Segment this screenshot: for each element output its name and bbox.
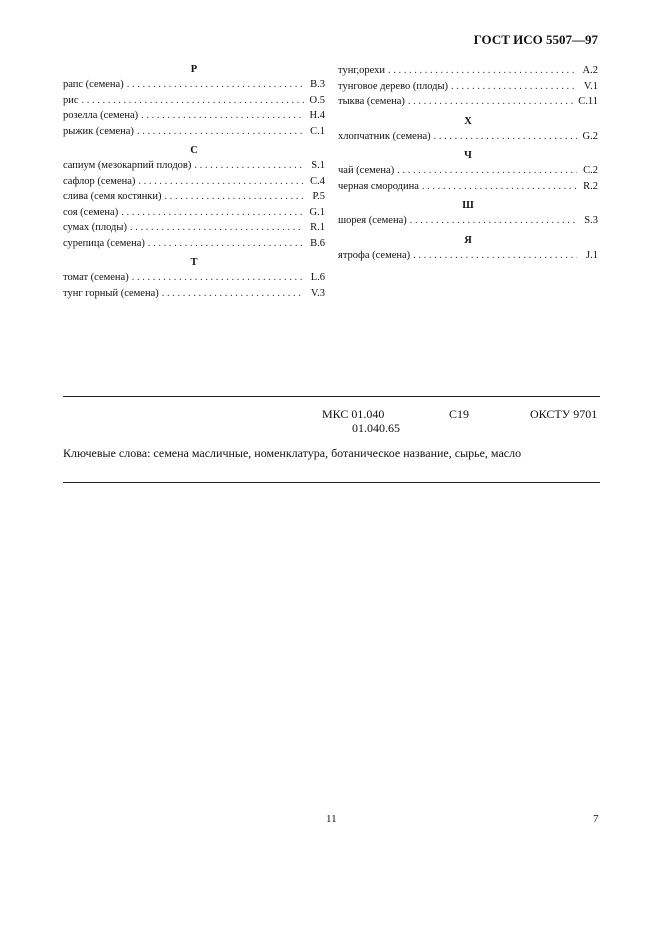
dot-leader	[130, 220, 304, 236]
dot-leader	[162, 286, 304, 302]
entry-code: S.3	[584, 215, 598, 226]
entry-term: рапс (семена)	[63, 79, 124, 90]
section-letter: Ч	[464, 150, 472, 161]
entry-code: V.1	[583, 80, 598, 92]
index-entry	[63, 286, 325, 302]
index-entry	[63, 174, 325, 190]
dot-leader	[422, 179, 577, 195]
index-entry	[63, 77, 325, 93]
entry-term: сумах (плоды)	[63, 222, 127, 233]
index-entry	[338, 79, 598, 95]
entry-term: розелла (семена)	[63, 110, 139, 121]
entry-code: J.1	[586, 249, 598, 261]
entry-term: сафлор (семена)	[63, 175, 136, 187]
index-entry	[338, 248, 598, 264]
entry-term: чай (семена)	[338, 165, 395, 176]
entry-term: тунг горный (семена)	[63, 287, 159, 299]
index-entry	[63, 189, 325, 205]
entry-code: L.6	[310, 272, 325, 283]
entry-code: H.4	[309, 110, 325, 121]
entry-term: рыжик (семена)	[63, 125, 134, 137]
keywords-line: Ключевые слова: семена масличные, номенклатура, ботаническое название, сырье, масло	[63, 446, 522, 460]
dot-leader	[148, 236, 304, 252]
entry-code: G.1	[309, 206, 325, 218]
entry-term: хлопчатник (семена)	[338, 130, 431, 142]
entry-term: тунг,орехи	[338, 65, 385, 76]
index-entry	[338, 129, 598, 145]
okstu-code: ОКСТУ 9701	[530, 407, 598, 421]
dot-leader	[388, 63, 577, 79]
entry-code: B.6	[310, 237, 325, 249]
index-entry	[338, 63, 598, 79]
dot-leader	[138, 174, 304, 190]
dot-leader	[121, 205, 304, 221]
section-letter: Т	[190, 257, 198, 268]
entry-term: черная смородина	[338, 180, 419, 192]
entry-term: рис	[63, 94, 79, 106]
entry-code: C.1	[310, 125, 325, 137]
index-right-column	[338, 63, 598, 263]
entry-term: тыква (семена)	[338, 96, 405, 107]
entry-code: S.1	[311, 160, 325, 171]
mks-code-secondary: 01.040.65	[352, 421, 400, 435]
dot-leader	[127, 77, 304, 93]
dot-leader	[165, 189, 304, 205]
entry-term: шорея (семена)	[338, 215, 407, 226]
dot-leader	[137, 124, 304, 140]
entry-code: O.5	[309, 94, 325, 106]
index-entry	[63, 158, 325, 174]
entry-term: сапиум (мезокарпий плодов)	[63, 160, 192, 171]
entry-term: соя (семена)	[63, 206, 119, 218]
dot-leader	[434, 129, 577, 145]
entry-code: G.2	[582, 130, 598, 142]
index-entry	[338, 94, 598, 110]
dot-leader	[451, 79, 577, 95]
page-number-center: 11	[326, 813, 337, 825]
entry-code: C.4	[310, 175, 325, 187]
document-code: ГОСТ ИСО 5507—97	[473, 32, 598, 47]
section-letter: Ш	[462, 200, 474, 211]
section-letter: Р	[190, 64, 198, 75]
index-entry	[63, 236, 325, 252]
index-entry	[338, 179, 598, 195]
classification-code: C19	[449, 407, 470, 421]
index-entry	[63, 124, 325, 140]
index-entry	[63, 220, 325, 236]
dot-leader	[82, 93, 304, 109]
dot-leader	[141, 108, 304, 124]
index-entry	[63, 270, 325, 286]
section-letter: С	[190, 145, 198, 156]
entry-code: R.2	[583, 180, 598, 192]
entry-term: томат (семена)	[63, 272, 129, 283]
index-entry	[338, 163, 598, 179]
dot-leader	[132, 270, 304, 286]
dot-leader	[413, 248, 577, 264]
entry-term: тунговое дерево (плоды)	[338, 80, 449, 92]
bottom-divider	[63, 482, 600, 483]
entry-code: B.3	[310, 79, 325, 90]
mks-code: МКС 01.040	[322, 407, 385, 421]
index-left-column	[63, 63, 325, 301]
entry-term: слива (семя костянки)	[63, 191, 162, 202]
entry-term: сурепица (семена)	[63, 237, 145, 249]
dot-leader	[408, 94, 575, 110]
entry-code: P.5	[312, 191, 325, 202]
entry-term: ятрофа (семена)	[338, 249, 411, 261]
index-entry	[63, 108, 325, 124]
top-divider	[63, 396, 600, 397]
index-entry	[63, 93, 325, 109]
page-number-right: 7	[593, 813, 599, 825]
dot-leader	[410, 213, 577, 229]
dot-leader	[397, 163, 577, 179]
section-letter: Х	[464, 115, 472, 127]
dot-leader	[194, 158, 304, 174]
entry-code: R.1	[310, 222, 325, 233]
entry-code: V.3	[310, 287, 325, 299]
section-letter: Я	[464, 234, 472, 246]
index-entry	[338, 213, 598, 229]
entry-code: C.11	[578, 96, 598, 107]
index-entry	[63, 205, 325, 221]
entry-code: A.2	[582, 65, 598, 76]
entry-code: C.2	[583, 165, 598, 176]
